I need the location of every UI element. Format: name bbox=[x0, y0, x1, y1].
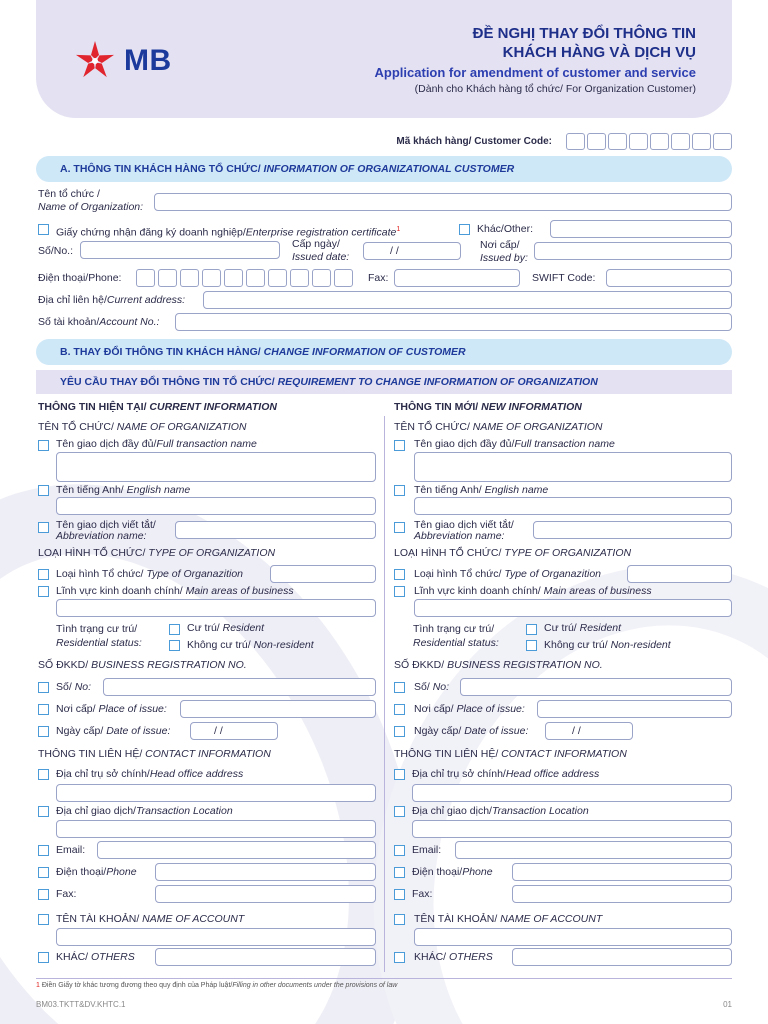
new-phone-checkbox[interactable] bbox=[394, 867, 405, 878]
current-brn-no-label-vn: Số/ bbox=[56, 681, 72, 693]
new-head-office-label-en: Head office address bbox=[505, 768, 600, 780]
current-transaction-loc-checkbox[interactable] bbox=[38, 806, 49, 817]
new-phone-label bbox=[412, 866, 493, 879]
current-date-label-en: Date of issue: bbox=[106, 725, 171, 737]
new-full-name-checkbox[interactable] bbox=[394, 440, 405, 451]
mb-star-icon bbox=[72, 38, 118, 84]
current-phone-label-vn: Điện thoại/ bbox=[56, 866, 107, 878]
issued-by-input[interactable] bbox=[534, 242, 732, 260]
address-label-vn: Địa chỉ liên hệ/ bbox=[38, 294, 107, 306]
new-english-name-input[interactable] bbox=[414, 497, 732, 515]
current-nonresident-label bbox=[187, 639, 314, 652]
phone-digit-box[interactable] bbox=[290, 269, 309, 287]
new-transaction-loc-label bbox=[412, 805, 589, 818]
new-resident-label bbox=[544, 622, 621, 635]
current-place-checkbox[interactable] bbox=[38, 704, 49, 715]
current-abbr-label-en: Abbreviation name: bbox=[56, 530, 147, 542]
new-place-label-en: Place of issue: bbox=[456, 703, 525, 715]
current-phone-label bbox=[56, 866, 137, 879]
current-english-name-label-en: English name bbox=[126, 484, 191, 496]
current-head-office-label-vn: Địa chỉ trụ sở chính/ bbox=[56, 768, 150, 780]
new-info-heading-vn: THÔNG TIN MỚI/ bbox=[394, 401, 479, 413]
new-type-heading-en: TYPE OF ORGANIZATION bbox=[504, 547, 632, 559]
new-fax-label: Fax: bbox=[412, 888, 433, 900]
current-business-label-vn: Lĩnh vực kinh doanh chính/ bbox=[56, 585, 183, 597]
mb-logo bbox=[72, 38, 172, 84]
current-place-label-en: Place of issue: bbox=[98, 703, 167, 715]
new-contact-heading-en: CONTACT INFORMATION bbox=[501, 748, 627, 760]
other-checkbox[interactable] bbox=[459, 224, 470, 235]
current-type-label-en: Type of Organazition bbox=[146, 568, 244, 580]
new-account-name-input[interactable] bbox=[414, 928, 732, 946]
new-transaction-loc-checkbox[interactable] bbox=[394, 806, 405, 817]
footer-divider bbox=[36, 978, 732, 979]
current-abbr-label-vn: Tên giao dịch viết tắt/ bbox=[56, 519, 156, 531]
new-transaction-loc-label-vn: Địa chỉ giao dịch/ bbox=[412, 805, 492, 817]
current-org-name-heading-en: NAME OF ORGANIZATION bbox=[116, 421, 247, 433]
new-resident-checkbox[interactable] bbox=[526, 624, 537, 635]
current-info-heading bbox=[38, 401, 277, 414]
current-brn-no-checkbox[interactable] bbox=[38, 682, 49, 693]
current-full-name-label-vn: Tên giao dịch đầy đủ/ bbox=[56, 438, 157, 450]
new-type-heading-vn: LOẠI HÌNH TỔ CHỨC/ bbox=[394, 547, 502, 559]
new-org-name-heading bbox=[394, 421, 602, 434]
current-resident-label-vn: Cư trú/ bbox=[187, 622, 220, 634]
current-info-heading-en: CURRENT INFORMATION bbox=[149, 401, 277, 413]
new-full-name-label-en: Full transaction name bbox=[514, 438, 615, 450]
new-fax-input[interactable] bbox=[512, 885, 732, 903]
fax-label: Fax: bbox=[368, 272, 389, 284]
section-a-header bbox=[36, 156, 732, 182]
new-resident-label-en: Resident bbox=[579, 622, 622, 634]
current-transaction-loc-label-vn: Địa chỉ giao dịch/ bbox=[56, 805, 136, 817]
footnote-text-en: Filling in other documents under the provisions of law bbox=[232, 982, 398, 989]
current-full-name-checkbox[interactable] bbox=[38, 440, 49, 451]
issued-date-label-en: Issued date: bbox=[292, 251, 350, 263]
current-resident-label bbox=[187, 622, 264, 635]
current-others-input[interactable] bbox=[155, 948, 376, 966]
current-phone-label-en: Phone bbox=[106, 866, 137, 878]
current-business-label bbox=[56, 585, 294, 598]
current-contact-heading-en: CONTACT INFORMATION bbox=[145, 748, 271, 760]
customer-code-box[interactable] bbox=[608, 133, 627, 150]
new-brn-no-label-vn: Số/ bbox=[414, 681, 430, 693]
current-account-name-input[interactable] bbox=[56, 928, 376, 946]
current-date-separators: / / bbox=[214, 725, 223, 737]
section-b-title-en: CHANGE INFORMATION OF CUSTOMER bbox=[263, 346, 466, 358]
new-full-name-label-vn: Tên giao dịch đầy đủ/ bbox=[414, 438, 515, 450]
current-type-heading-vn: LOẠI HÌNH TỔ CHỨC/ bbox=[38, 547, 146, 559]
current-fax-label: Fax: bbox=[56, 888, 77, 900]
current-residence-label-en: Residential status: bbox=[56, 637, 142, 649]
new-business-label bbox=[414, 585, 652, 598]
new-account-name-label-vn: TÊN TÀI KHOẢN/ bbox=[414, 913, 501, 925]
new-type-heading bbox=[394, 547, 631, 560]
new-brn-heading bbox=[394, 659, 603, 672]
current-email-label: Email: bbox=[56, 844, 86, 856]
new-brn-no-label-en: No: bbox=[432, 681, 450, 693]
new-fax-checkbox[interactable] bbox=[394, 889, 405, 900]
current-nonresident-label-vn: Không cư trú/ bbox=[187, 639, 251, 651]
current-type-checkbox[interactable] bbox=[38, 569, 49, 580]
new-resident-label-vn: Cư trú/ bbox=[544, 622, 577, 634]
new-others-label bbox=[414, 951, 493, 964]
new-others-label-vn: KHÁC/ bbox=[414, 951, 450, 963]
new-transaction-loc-label-en: Transaction Location bbox=[491, 805, 589, 817]
new-full-name-label bbox=[414, 438, 615, 451]
fax-input[interactable] bbox=[394, 269, 520, 287]
new-account-name-label-en: NAME OF ACCOUNT bbox=[500, 913, 603, 925]
phone-digit-box[interactable] bbox=[246, 269, 265, 287]
new-nonresident-label-en: Non-resident bbox=[610, 639, 671, 651]
new-residence-label-en: Residential status: bbox=[413, 637, 499, 649]
new-org-name-heading-vn: TÊN TỔ CHỨC/ bbox=[394, 421, 470, 433]
current-type-label-vn: Loại hình Tổ chức/ bbox=[56, 568, 144, 580]
current-account-name-checkbox[interactable] bbox=[38, 914, 49, 925]
new-english-name-checkbox[interactable] bbox=[394, 485, 405, 496]
new-place-label-vn: Nơi cấp/ bbox=[414, 703, 454, 715]
current-email-input[interactable] bbox=[97, 841, 376, 859]
customer-code-label: Mã khách hàng/ Customer Code: bbox=[396, 136, 552, 147]
new-business-checkbox[interactable] bbox=[394, 586, 405, 597]
customer-code-box[interactable] bbox=[671, 133, 690, 150]
current-date-checkbox[interactable] bbox=[38, 726, 49, 737]
cert-footnote-mark: 1 bbox=[396, 226, 401, 233]
new-nonresident-label-vn: Không cư trú/ bbox=[544, 639, 608, 651]
form-code: BM03.TKTT&DV.KHTC.1 bbox=[36, 1000, 126, 1009]
current-business-input[interactable] bbox=[56, 599, 376, 617]
new-english-name-label bbox=[414, 484, 548, 497]
current-brn-heading bbox=[38, 659, 247, 672]
new-date-label-en: Date of issue: bbox=[464, 725, 529, 737]
account-input[interactable] bbox=[175, 313, 732, 331]
new-abbr-label-vn: Tên giao dịch viết tắt/ bbox=[414, 519, 514, 531]
current-org-name-heading-vn: TÊN TỔ CHỨC/ bbox=[38, 421, 114, 433]
swift-input[interactable] bbox=[606, 269, 732, 287]
issued-date-separators: / / bbox=[390, 245, 399, 257]
customer-code-box[interactable] bbox=[629, 133, 648, 150]
new-date-label bbox=[414, 725, 528, 738]
current-head-office-input[interactable] bbox=[56, 784, 376, 802]
new-head-office-label bbox=[412, 768, 599, 781]
requirement-title-en: REQUIREMENT TO CHANGE INFORMATION OF ORGANIZATION bbox=[277, 376, 598, 388]
phone-digit-box[interactable] bbox=[312, 269, 331, 287]
new-phone-label-vn: Điện thoại/ bbox=[412, 866, 463, 878]
current-residence-label-vn: Tình trạng cư trú/ bbox=[56, 623, 138, 635]
no-label: Số/No.: bbox=[38, 245, 74, 257]
current-type-heading-en: TYPE OF ORGANIZATION bbox=[148, 547, 276, 559]
current-transaction-loc-input[interactable] bbox=[56, 820, 376, 838]
org-name-input[interactable] bbox=[154, 193, 732, 211]
current-business-label-en: Main areas of business bbox=[185, 585, 294, 597]
new-head-office-checkbox[interactable] bbox=[394, 769, 405, 780]
new-abbr-input[interactable] bbox=[533, 521, 732, 539]
issued-date-label bbox=[292, 238, 349, 264]
form-title-block bbox=[375, 24, 696, 95]
new-business-input[interactable] bbox=[414, 599, 732, 617]
new-english-name-label-vn: Tên tiếng Anh/ bbox=[414, 484, 482, 496]
new-type-label-vn: Loại hình Tổ chức/ bbox=[414, 568, 502, 580]
address-label bbox=[38, 294, 185, 307]
phone-digit-box[interactable] bbox=[268, 269, 287, 287]
account-label-vn: Số tài khoản/ bbox=[38, 316, 100, 328]
phone-digit-box[interactable] bbox=[202, 269, 221, 287]
current-date-label-vn: Ngày cấp/ bbox=[56, 725, 104, 737]
title-line-2: KHÁCH HÀNG VÀ DỊCH VỤ bbox=[502, 44, 696, 61]
customer-code-box[interactable] bbox=[692, 133, 711, 150]
new-abbr-checkbox[interactable] bbox=[394, 522, 405, 533]
issued-date-input[interactable] bbox=[363, 242, 461, 260]
current-account-name-label-vn: TÊN TÀI KHOẢN/ bbox=[56, 913, 143, 925]
new-contact-heading-vn: THÔNG TIN LIÊN HỆ/ bbox=[394, 748, 499, 760]
new-type-label bbox=[414, 568, 601, 581]
phone-digit-box[interactable] bbox=[224, 269, 243, 287]
new-account-name-checkbox[interactable] bbox=[394, 914, 405, 925]
new-brn-no-label bbox=[414, 681, 449, 694]
new-head-office-label-vn: Địa chỉ trụ sở chính/ bbox=[412, 768, 506, 780]
current-english-name-input[interactable] bbox=[56, 497, 376, 515]
new-date-separators: / / bbox=[572, 725, 581, 737]
current-others-checkbox[interactable] bbox=[38, 952, 49, 963]
phone-digit-box[interactable] bbox=[334, 269, 353, 287]
new-date-checkbox[interactable] bbox=[394, 726, 405, 737]
new-abbr-label bbox=[414, 520, 514, 542]
title-subtitle: (Dành cho Khách hàng tổ chức/ For Organization Customer) bbox=[414, 83, 696, 95]
page-number: 01 bbox=[723, 1000, 732, 1009]
new-info-heading bbox=[394, 401, 582, 414]
issued-by-label-vn: Nơi cấp/ bbox=[480, 239, 520, 251]
issued-date-label-vn: Cấp ngày/ bbox=[292, 238, 340, 250]
current-brn-no-label bbox=[56, 681, 91, 694]
new-english-name-label-en: English name bbox=[484, 484, 549, 496]
new-brn-heading-vn: SỐ ĐKKD/ bbox=[394, 659, 445, 671]
no-input[interactable] bbox=[80, 241, 280, 259]
new-transaction-loc-input[interactable] bbox=[412, 820, 732, 838]
new-email-input[interactable] bbox=[455, 841, 732, 859]
current-date-label bbox=[56, 725, 170, 738]
requirement-header bbox=[36, 370, 732, 394]
current-full-name-label-en: Full transaction name bbox=[156, 438, 257, 450]
title-english: Application for amendment of customer and service bbox=[374, 65, 696, 80]
current-others-label-vn: KHÁC/ bbox=[56, 951, 92, 963]
new-contact-heading bbox=[394, 748, 627, 761]
footnote-number: 1 bbox=[36, 982, 40, 989]
new-type-label-en: Type of Organazition bbox=[504, 568, 602, 580]
current-resident-label-en: Resident bbox=[222, 622, 265, 634]
account-label-en: Account No.: bbox=[99, 316, 160, 328]
new-business-label-en: Main areas of business bbox=[543, 585, 652, 597]
current-nonresident-label-en: Non-resident bbox=[253, 639, 314, 651]
new-full-name-input[interactable] bbox=[414, 452, 732, 482]
new-business-label-vn: Lĩnh vực kinh doanh chính/ bbox=[414, 585, 541, 597]
current-fax-checkbox[interactable] bbox=[38, 889, 49, 900]
new-residence-label-vn: Tình trạng cư trú/ bbox=[413, 623, 495, 635]
current-nonresident-checkbox[interactable] bbox=[169, 640, 180, 651]
org-name-label bbox=[38, 188, 143, 214]
current-account-name-label-en: NAME OF ACCOUNT bbox=[142, 913, 245, 925]
current-type-label bbox=[56, 568, 243, 581]
new-brn-no-input[interactable] bbox=[460, 678, 732, 696]
current-phone-checkbox[interactable] bbox=[38, 867, 49, 878]
cert-label-vn: Giấy chứng nhận đăng ký doanh nghiệp/ bbox=[56, 226, 246, 239]
phone-label: Điện thoại/Phone: bbox=[38, 272, 122, 284]
customer-code-box[interactable] bbox=[650, 133, 669, 150]
current-type-heading bbox=[38, 547, 275, 560]
new-abbr-label-en: Abbreviation name: bbox=[414, 530, 505, 542]
new-type-checkbox[interactable] bbox=[394, 569, 405, 580]
current-place-label bbox=[56, 703, 167, 716]
cert-checkbox[interactable] bbox=[38, 224, 49, 235]
new-place-input[interactable] bbox=[537, 700, 732, 718]
current-type-input[interactable] bbox=[270, 565, 376, 583]
new-date-input[interactable] bbox=[545, 722, 633, 740]
current-others-label bbox=[56, 951, 135, 964]
current-others-label-en: OTHERS bbox=[91, 951, 135, 963]
column-divider bbox=[384, 416, 385, 972]
new-nonresident-checkbox[interactable] bbox=[526, 640, 537, 651]
section-a-title-vn: A. THÔNG TIN KHÁCH HÀNG TỔ CHỨC/ bbox=[60, 163, 261, 175]
logo-text: MB bbox=[124, 44, 172, 77]
swift-label: SWIFT Code: bbox=[532, 272, 596, 284]
cert-label-en: Enterprise registration certificate bbox=[245, 226, 397, 239]
current-account-name-label bbox=[56, 913, 244, 926]
new-phone-label-en: Phone bbox=[462, 866, 493, 878]
footnote bbox=[36, 982, 397, 989]
current-brn-heading-en: BUSINESS REGISTRATION NO. bbox=[91, 659, 247, 671]
current-residence-label bbox=[56, 622, 142, 650]
requirement-title-vn: YÊU CẦU THAY ĐỔI THÔNG TIN TỔ CHỨC/ bbox=[60, 376, 275, 388]
new-email-checkbox[interactable] bbox=[394, 845, 405, 856]
current-phone-input[interactable] bbox=[155, 863, 376, 881]
section-b-header bbox=[36, 339, 732, 365]
current-abbr-checkbox[interactable] bbox=[38, 522, 49, 533]
current-date-input[interactable] bbox=[190, 722, 278, 740]
current-full-name-input[interactable] bbox=[56, 452, 376, 482]
org-name-label-vn: Tên tổ chức / bbox=[38, 188, 100, 200]
current-fax-input[interactable] bbox=[155, 885, 376, 903]
new-type-input[interactable] bbox=[627, 565, 732, 583]
phone-digit-box[interactable] bbox=[180, 269, 199, 287]
current-head-office-label-en: Head office address bbox=[149, 768, 244, 780]
current-english-name-checkbox[interactable] bbox=[38, 485, 49, 496]
new-brn-no-checkbox[interactable] bbox=[394, 682, 405, 693]
current-resident-checkbox[interactable] bbox=[169, 624, 180, 635]
current-contact-heading-vn: THÔNG TIN LIÊN HỆ/ bbox=[38, 748, 143, 760]
current-contact-heading bbox=[38, 748, 271, 761]
current-place-input[interactable] bbox=[180, 700, 376, 718]
new-others-label-en: OTHERS bbox=[449, 951, 493, 963]
current-business-checkbox[interactable] bbox=[38, 586, 49, 597]
new-others-checkbox[interactable] bbox=[394, 952, 405, 963]
current-info-heading-vn: THÔNG TIN HIỆN TẠI/ bbox=[38, 401, 147, 413]
new-head-office-input[interactable] bbox=[412, 784, 732, 802]
title-line-1: ĐỀ NGHỊ THAY ĐỔI THÔNG TIN bbox=[472, 25, 696, 42]
current-brn-no-input[interactable] bbox=[103, 678, 376, 696]
current-abbr-label bbox=[56, 520, 156, 542]
new-place-checkbox[interactable] bbox=[394, 704, 405, 715]
new-place-label bbox=[414, 703, 525, 716]
current-place-label-vn: Nơi cấp/ bbox=[56, 703, 96, 715]
new-info-heading-en: NEW INFORMATION bbox=[481, 401, 582, 413]
current-brn-heading-vn: SỐ ĐKKD/ bbox=[38, 659, 89, 671]
current-english-name-label-vn: Tên tiếng Anh/ bbox=[56, 484, 124, 496]
current-abbr-input[interactable] bbox=[175, 521, 376, 539]
address-label-en: Current address: bbox=[106, 294, 186, 306]
current-transaction-loc-label bbox=[56, 805, 233, 818]
customer-code-row bbox=[396, 133, 732, 150]
section-b-title-vn: B. THAY ĐỔI THÔNG TIN KHÁCH HÀNG/ bbox=[60, 346, 261, 358]
phone-digit-box[interactable] bbox=[136, 269, 155, 287]
new-others-input[interactable] bbox=[512, 948, 732, 966]
current-brn-no-label-en: No: bbox=[74, 681, 92, 693]
new-account-name-label bbox=[414, 913, 602, 926]
customer-code-box[interactable] bbox=[566, 133, 585, 150]
other-input[interactable] bbox=[550, 220, 732, 238]
issued-by-label-en: Issued by: bbox=[480, 252, 528, 264]
new-date-label-vn: Ngày cấp/ bbox=[414, 725, 462, 737]
issued-by-label bbox=[480, 239, 528, 265]
account-label bbox=[38, 316, 159, 329]
current-org-name-heading bbox=[38, 421, 246, 434]
new-residence-label bbox=[413, 622, 499, 650]
new-brn-heading-en: BUSINESS REGISTRATION NO. bbox=[447, 659, 603, 671]
org-name-label-en: Name of Organization: bbox=[38, 201, 144, 213]
current-head-office-checkbox[interactable] bbox=[38, 769, 49, 780]
current-head-office-label bbox=[56, 768, 243, 781]
current-email-checkbox[interactable] bbox=[38, 845, 49, 856]
phone-digit-box[interactable] bbox=[158, 269, 177, 287]
customer-code-box[interactable] bbox=[713, 133, 732, 150]
address-input[interactable] bbox=[203, 291, 732, 309]
customer-code-box[interactable] bbox=[587, 133, 606, 150]
other-label: Khác/Other: bbox=[477, 223, 534, 235]
new-email-label: Email: bbox=[412, 844, 442, 856]
footnote-text-vn: Điền Giấy tờ khác tương đương theo quy định của Pháp luật/ bbox=[39, 982, 233, 989]
section-a-title-en: INFORMATION OF ORGANIZATIONAL CUSTOMER bbox=[263, 163, 515, 175]
current-full-name-label bbox=[56, 438, 257, 451]
new-nonresident-label bbox=[544, 639, 671, 652]
current-english-name-label bbox=[56, 484, 190, 497]
current-transaction-loc-label-en: Transaction Location bbox=[135, 805, 233, 817]
new-org-name-heading-en: NAME OF ORGANIZATION bbox=[472, 421, 603, 433]
new-phone-input[interactable] bbox=[512, 863, 732, 881]
